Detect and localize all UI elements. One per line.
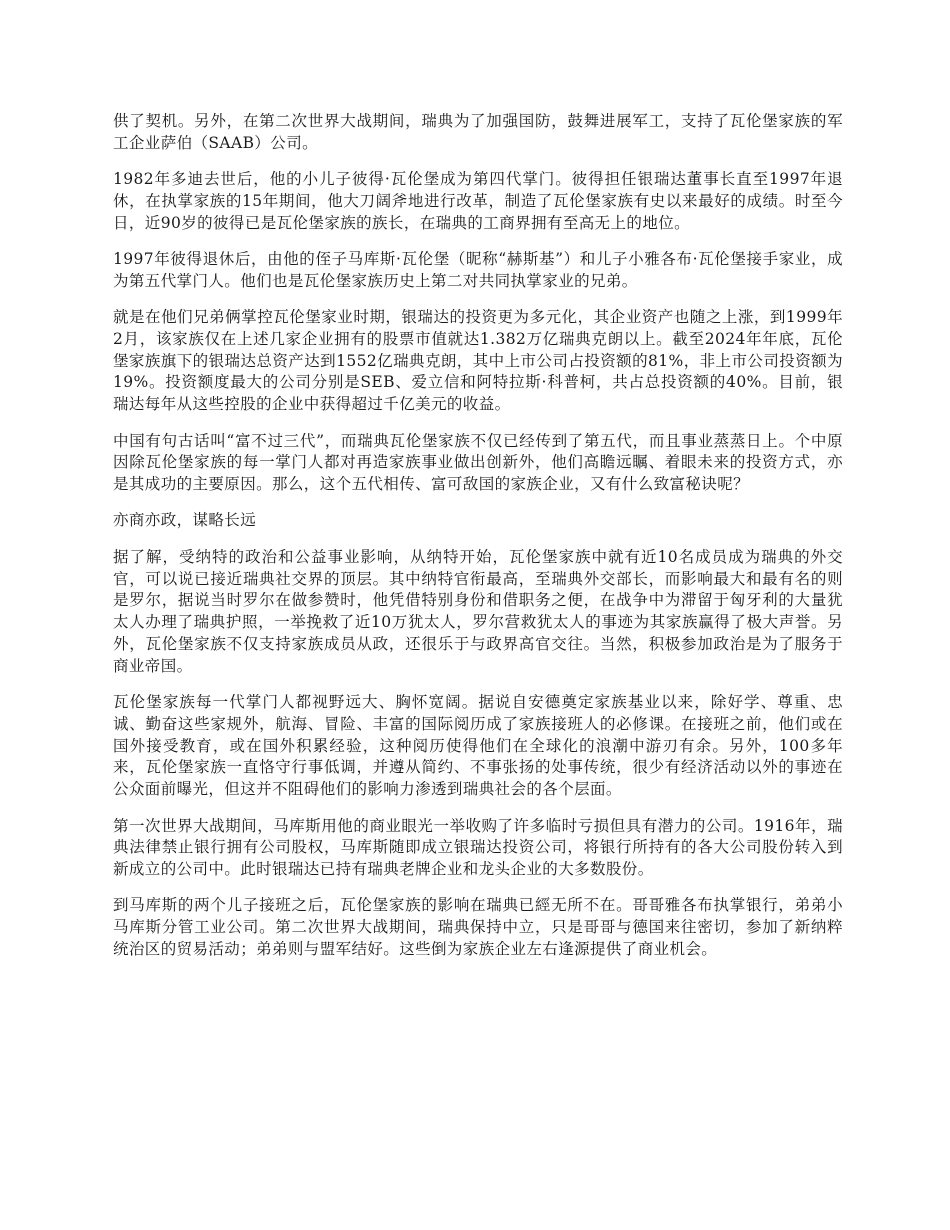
paragraph-6: 据了解，受纳特的政治和公益事业影响，从纳特开始，瓦伦堡家族中就有近10名成员成为瑞典的外交官，可以说已接近瑞典社交界的顶层。其中纳特官衔最高，至瑞典外交部长，而影响最大和最有名的则是罗尔，据说当时罗尔在做参赞时，他凭借特别身份和借职务之便，在战争中为滞留于匈牙利的大量犹太人办理了瑞典护照，一举挽救了近10万犹太人，罗尔营救犹太人的事迹为其家族赢得了极大声誉。另外，瓦伦堡家族不仅支持家族成员从政，还很乐于与政界高官交往。当然，积极参加政治是为了服务于商业帝国。	[113, 547, 843, 675]
document-body	[113, 111, 843, 975]
paragraph-3: 1997年彼得退休后，由他的侄子马库斯·瓦伦堡（昵称“赫斯基”）和儿子小雅各布·瓦伦堡接手家业，成为第五代掌门人。他们也是瓦伦堡家族历史上第二对共同执掌家业的兄弟。	[113, 249, 843, 290]
paragraph-2: 1982年多迪去世后，他的小儿子彼得·瓦伦堡成为第四代掌门。彼得担任银瑞达董事长直至1997年退休，在执掌家族的15年期间，他大刀阔斧地进行改革，制造了瓦伦堡家族有史以来最好的成绩。时至今日，近90岁的彼得已是瓦伦堡家族的族长，在瑞典的工商界拥有至高无上的地位。	[113, 170, 843, 232]
paragraph-7: 瓦伦堡家族每一代掌门人都视野远大、胸怀宽阔。据说自安德奠定家族基业以来，除好学、尊重、忠诚、勤奋这些家规外，航海、冒险、丰富的国际阅历成了家族接班人的必修课。在接班之前，他们或在国外接受教育，或在国外积累经验，这种阅历使得他们在全球化的浪潮中游刃有余。另外，100多年来，瓦伦堡家族一直恪守行事低调，并遵从简约、不事张扬的处事传统，很少有经济活动以外的事迹在公众面前曝光，但这并不阻碍他们的影响力渗透到瑞典社会的各个层面。	[113, 693, 843, 799]
paragraph-1: 供了契机。另外，在第二次世界大战期间，瑞典为了加强国防，鼓舞进展军工，支持了瓦伦堡家族的军工企业萨伯（SAAB）公司。	[113, 112, 843, 152]
paragraph-9: 到马库斯的两个儿子接班之后，瓦伦堡家族的影响在瑞典已經无所不在。哥哥雅各布执掌银行，弟弟小马库斯分管工业公司。第二次世界大战期间，瑞典保持中立，只是哥哥与德国来往密切，参加了新纳粹统治区的贸易活动；弟弟则与盟军结好。这些倒为家族企业左右逢源提供了商业机会。	[113, 896, 843, 958]
paragraph-8: 第一次世界大战期间，马库斯用他的商业眼光一举收购了许多临时亏损但具有潜力的公司。1916年，瑞典法律禁止银行拥有公司股权，马库斯随即成立银瑞达投资公司，将银行所持有的各大公司股份转入到新成立的公司中。此时银瑞达已持有瑞典老牌企业和龙头企业的大多数股份。	[113, 816, 843, 879]
section-heading: 亦商亦政，谋略长远	[113, 511, 257, 530]
paragraph-5: 中国有句古话叫“富不过三代”，而瑞典瓦伦堡家族不仅已经传到了第五代，而且事业蒸蒸日上。个中原因除瓦伦堡家族的每一掌门人都对再造家族事业做出创新外，他们高瞻远瞩、着眼未来的投资方式，亦是其成功的主要原因。那么，这个五代相传、富可敌国的家族企业，又有什么致富秘诀呢？	[113, 431, 843, 494]
paragraph-4: 就是在他们兄弟俩掌控瓦伦堡家业时期，银瑞达的投资更为多元化，其企业资产也随之上涨，到1999年2月，该家族仅在上述几家企业拥有的股票市值就达1.382万亿瑞典克朗以上。截至2024年年底，瓦伦堡家族旗下的银瑞达总资产达到1552亿瑞典克朗，其中上市公司占投资额的81%，非上市公司投资额为19%。投资额度最大的公司分别是SEB、爱立信和阿特拉斯·科普柯，共占总投资额的40%。目前，银瑞达每年从这些控股的企业中获得超过千亿美元的收益。	[113, 308, 843, 414]
